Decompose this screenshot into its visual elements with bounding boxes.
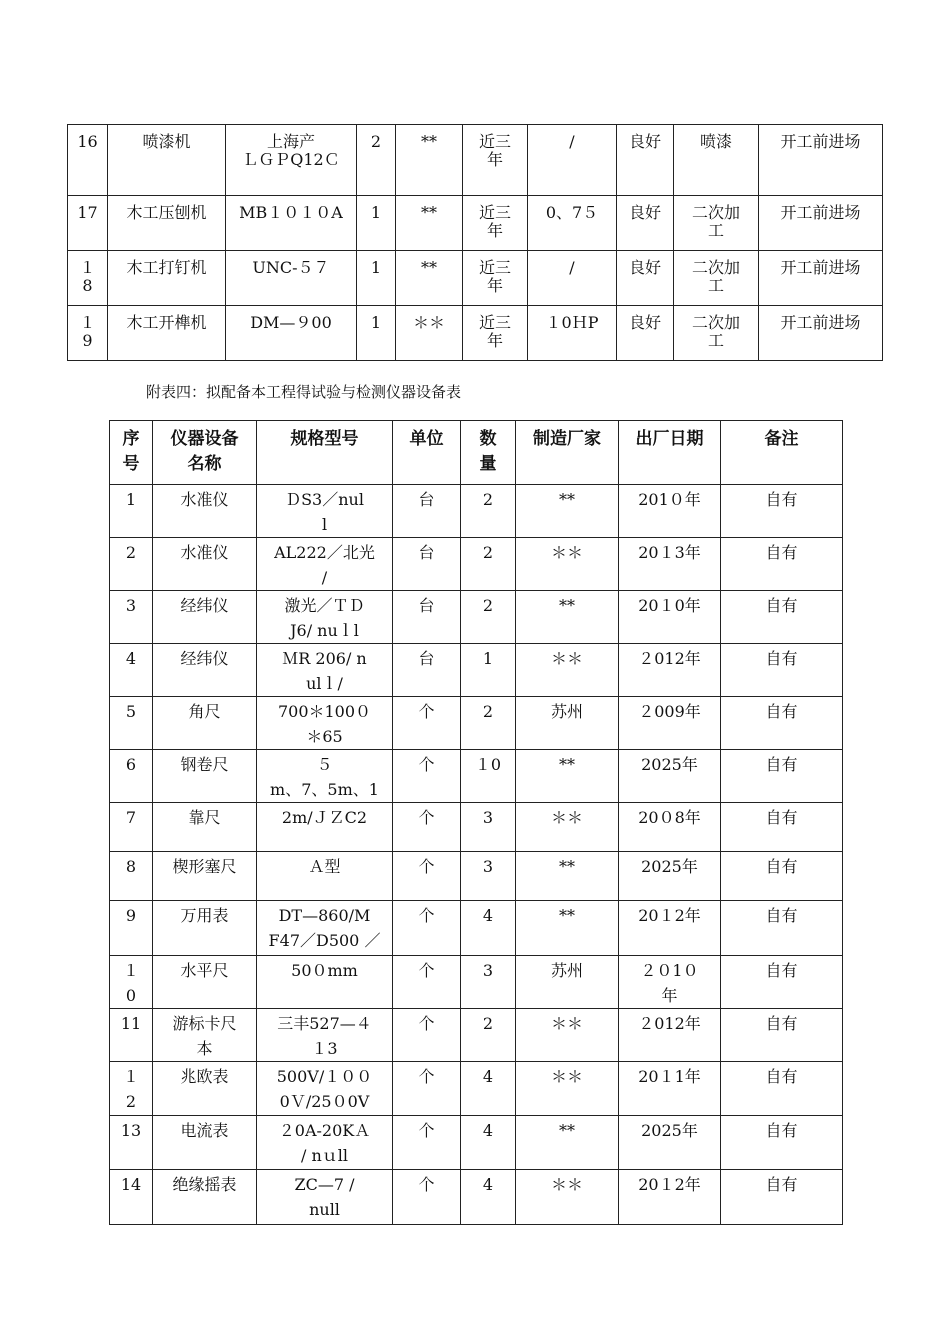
- table-cell: 1: [357, 196, 396, 251]
- table-cell: UNC-５７: [226, 251, 357, 306]
- table-cell: 近三 年: [463, 306, 528, 361]
- table-cell: 50０mm: [257, 956, 393, 1009]
- table-cell: １0ＨP: [528, 306, 617, 361]
- table-cell: 开工前进场: [759, 251, 883, 306]
- table-cell: **: [516, 591, 619, 644]
- table-cell: 个: [393, 750, 461, 803]
- table-cell: /: [528, 251, 617, 306]
- table-cell: 角尺: [153, 697, 257, 750]
- table-cell: 201０年: [619, 485, 721, 538]
- table-cell: 16: [68, 125, 108, 196]
- table-row: [110, 697, 843, 750]
- table-cell: 苏州: [516, 956, 619, 1009]
- table-cell: ＊＊: [516, 1009, 619, 1062]
- table-cell: 木工打钉机: [108, 251, 226, 306]
- table-row: [110, 1170, 843, 1225]
- table-cell: 开工前进场: [759, 125, 883, 196]
- table-cell: 个: [393, 1170, 461, 1225]
- table-cell: 4: [461, 1062, 516, 1116]
- table-cell: 20１1年: [619, 1062, 721, 1116]
- table-cell: 2: [461, 485, 516, 538]
- table-cell: 20０8年: [619, 803, 721, 852]
- table-cell: 经纬仪: [153, 591, 257, 644]
- table-cell: 兆欧表: [153, 1062, 257, 1116]
- table-cell: 三丰527—４ １3: [257, 1009, 393, 1062]
- table-cell: 1: [357, 251, 396, 306]
- column-header: 制造厂家: [516, 421, 619, 485]
- column-header: 备注: [721, 421, 843, 485]
- table-cell: **: [516, 901, 619, 956]
- table-cell: Ａ型: [257, 852, 393, 901]
- table-cell: ＊＊: [516, 1062, 619, 1116]
- table-row: [110, 1009, 843, 1062]
- table-cell: １ 2: [110, 1062, 153, 1116]
- table-cell: DM—９00: [226, 306, 357, 361]
- table-cell: 木工开榫机: [108, 306, 226, 361]
- table-cell: ２009年: [619, 697, 721, 750]
- table-cell: 良好: [617, 125, 674, 196]
- table-cell: 个: [393, 956, 461, 1009]
- table-cell: 2: [110, 538, 153, 591]
- table-cell: /: [528, 125, 617, 196]
- table-cell: 2: [461, 538, 516, 591]
- table-row: [68, 196, 883, 251]
- table-cell: 个: [393, 852, 461, 901]
- table-cell: ＊＊: [516, 1170, 619, 1225]
- table-cell: 2025年: [619, 750, 721, 803]
- table-cell: MB１０１０A: [226, 196, 357, 251]
- table-cell: 自有: [721, 901, 843, 956]
- table-cell: ２0A-20KＡ / nｕll: [257, 1116, 393, 1170]
- table-cell: 自有: [721, 1009, 843, 1062]
- table-cell: ＭR 206/ n ulｌ/: [257, 644, 393, 697]
- column-header: 规格型号: [257, 421, 393, 485]
- table-cell: １ 9: [68, 306, 108, 361]
- table-cell: 11: [110, 1009, 153, 1062]
- column-header: 仪器设备 名称: [153, 421, 257, 485]
- table-cell: 游标卡尺 本: [153, 1009, 257, 1062]
- table-cell: 近三 年: [463, 196, 528, 251]
- table-cell: 自有: [721, 852, 843, 901]
- table-cell: １ 8: [68, 251, 108, 306]
- table-row: [110, 956, 843, 1009]
- table-cell: 二次加 工: [674, 306, 759, 361]
- table-cell: 自有: [721, 1116, 843, 1170]
- table-cell: 水准仪: [153, 538, 257, 591]
- table-cell: ２012年: [619, 1009, 721, 1062]
- table-cell: 台: [393, 591, 461, 644]
- table-cell: 自有: [721, 485, 843, 538]
- table-row: [68, 306, 883, 361]
- table-row: [110, 485, 843, 538]
- table-cell: 自有: [721, 803, 843, 852]
- table-row: [68, 251, 883, 306]
- table-cell: 钢卷尺: [153, 750, 257, 803]
- table-cell: 电流表: [153, 1116, 257, 1170]
- table-row: [110, 852, 843, 901]
- instrument-table: [109, 420, 843, 1225]
- table-cell: １ 0: [110, 956, 153, 1009]
- table-cell: 自有: [721, 956, 843, 1009]
- table-cell: ＤS3／nul l: [257, 485, 393, 538]
- table-cell: 水准仪: [153, 485, 257, 538]
- table-row: [110, 750, 843, 803]
- column-header: 数 量: [461, 421, 516, 485]
- table-cell: 自有: [721, 538, 843, 591]
- table-cell: 700＊100０ ＊65: [257, 697, 393, 750]
- table-cell: 20１2年: [619, 1170, 721, 1225]
- table-row: [110, 901, 843, 956]
- table-cell: 4: [461, 1116, 516, 1170]
- table-cell: 1: [110, 485, 153, 538]
- table-cell: 木工压刨机: [108, 196, 226, 251]
- equipment-table-continued: [67, 124, 883, 361]
- table-cell: **: [396, 125, 463, 196]
- table-cell: 8: [110, 852, 153, 901]
- table-cell: 3: [461, 852, 516, 901]
- table-row: [110, 591, 843, 644]
- table-cell: 17: [68, 196, 108, 251]
- column-header: 出厂日期: [619, 421, 721, 485]
- table-cell: 上海产 ＬＧＰQ12Ｃ: [226, 125, 357, 196]
- table-cell: 9: [110, 901, 153, 956]
- table-cell: ZC—7 / null: [257, 1170, 393, 1225]
- table-cell: 经纬仪: [153, 644, 257, 697]
- table-cell: DT—860/M F47／D500 ／: [257, 901, 393, 956]
- table-cell: **: [516, 852, 619, 901]
- table-cell: 自有: [721, 644, 843, 697]
- table-cell: **: [396, 251, 463, 306]
- table-cell: AL222／北光 /: [257, 538, 393, 591]
- table-cell: 水平尺: [153, 956, 257, 1009]
- table-row: [110, 538, 843, 591]
- table-cell: 个: [393, 901, 461, 956]
- table-cell: **: [516, 750, 619, 803]
- table-row: [110, 1116, 843, 1170]
- table-cell: 5: [110, 697, 153, 750]
- table-cell: 二次加 工: [674, 196, 759, 251]
- table-cell: 4: [110, 644, 153, 697]
- table-cell: 13: [110, 1116, 153, 1170]
- table-cell: 2025年: [619, 1116, 721, 1170]
- table-cell: 喷漆: [674, 125, 759, 196]
- table-cell: 近三 年: [463, 125, 528, 196]
- table-cell: 2m/ＪＺC2: [257, 803, 393, 852]
- table-cell: 0、7５: [528, 196, 617, 251]
- column-header: 序 号: [110, 421, 153, 485]
- table-cell: 自有: [721, 591, 843, 644]
- table-cell: 近三 年: [463, 251, 528, 306]
- table-cell: 绝缘摇表: [153, 1170, 257, 1225]
- table-cell: 自有: [721, 697, 843, 750]
- table-cell: 2025年: [619, 852, 721, 901]
- table-cell: 喷漆机: [108, 125, 226, 196]
- table-cell: 开工前进场: [759, 196, 883, 251]
- table-cell: 个: [393, 697, 461, 750]
- table-cell: 1: [461, 644, 516, 697]
- table-cell: ＊＊: [516, 644, 619, 697]
- table-cell: 4: [461, 901, 516, 956]
- table-cell: ＊＊: [396, 306, 463, 361]
- table-cell: 4: [461, 1170, 516, 1225]
- table-cell: 自有: [721, 1170, 843, 1225]
- table-cell: 二次加 工: [674, 251, 759, 306]
- table-cell: 个: [393, 803, 461, 852]
- column-header: 单位: [393, 421, 461, 485]
- table-cell: 万用表: [153, 901, 257, 956]
- table-row: [68, 125, 883, 196]
- table-row: [110, 644, 843, 697]
- table-cell: 个: [393, 1062, 461, 1116]
- table-cell: 苏州: [516, 697, 619, 750]
- table-cell: 良好: [617, 196, 674, 251]
- table-cell: 台: [393, 485, 461, 538]
- table-cell: 20１0年: [619, 591, 721, 644]
- table-cell: 2: [461, 1009, 516, 1062]
- table-cell: **: [396, 196, 463, 251]
- table-header-row: [110, 421, 843, 485]
- table-row: [110, 803, 843, 852]
- table-cell: 1: [357, 306, 396, 361]
- table-cell: １0: [461, 750, 516, 803]
- table-cell: 激光／ＴＤ J6/ nuｌl: [257, 591, 393, 644]
- table-cell: 台: [393, 644, 461, 697]
- table-cell: 3: [110, 591, 153, 644]
- table-cell: ＊＊: [516, 538, 619, 591]
- table-cell: 6: [110, 750, 153, 803]
- table-cell: 2: [461, 697, 516, 750]
- table-cell: 2: [461, 591, 516, 644]
- table-cell: **: [516, 485, 619, 538]
- table-cell: 良好: [617, 306, 674, 361]
- table-cell: 2: [357, 125, 396, 196]
- table-cell: 3: [461, 803, 516, 852]
- table-cell: ２012年: [619, 644, 721, 697]
- table-cell: ＊＊: [516, 803, 619, 852]
- table-cell: 台: [393, 538, 461, 591]
- table-row: [110, 1062, 843, 1116]
- table-cell: ２０1０ 年: [619, 956, 721, 1009]
- table-cell: 500V/１００ 0Ｖ/25０0V: [257, 1062, 393, 1116]
- table-cell: 自有: [721, 1062, 843, 1116]
- table-cell: 楔形塞尺: [153, 852, 257, 901]
- table-cell: 20１3年: [619, 538, 721, 591]
- table-cell: 20１2年: [619, 901, 721, 956]
- table-caption: 附表四：拟配备本工程得试验与检测仪器设备表: [146, 383, 462, 401]
- table-cell: 开工前进场: [759, 306, 883, 361]
- table-cell: 3: [461, 956, 516, 1009]
- table-cell: 个: [393, 1116, 461, 1170]
- table-cell: 7: [110, 803, 153, 852]
- table-cell: ５ m、7、5m、1: [257, 750, 393, 803]
- table-cell: 自有: [721, 750, 843, 803]
- table-cell: 良好: [617, 251, 674, 306]
- table-cell: **: [516, 1116, 619, 1170]
- table-cell: 14: [110, 1170, 153, 1225]
- table-cell: 个: [393, 1009, 461, 1062]
- table-cell: 靠尺: [153, 803, 257, 852]
